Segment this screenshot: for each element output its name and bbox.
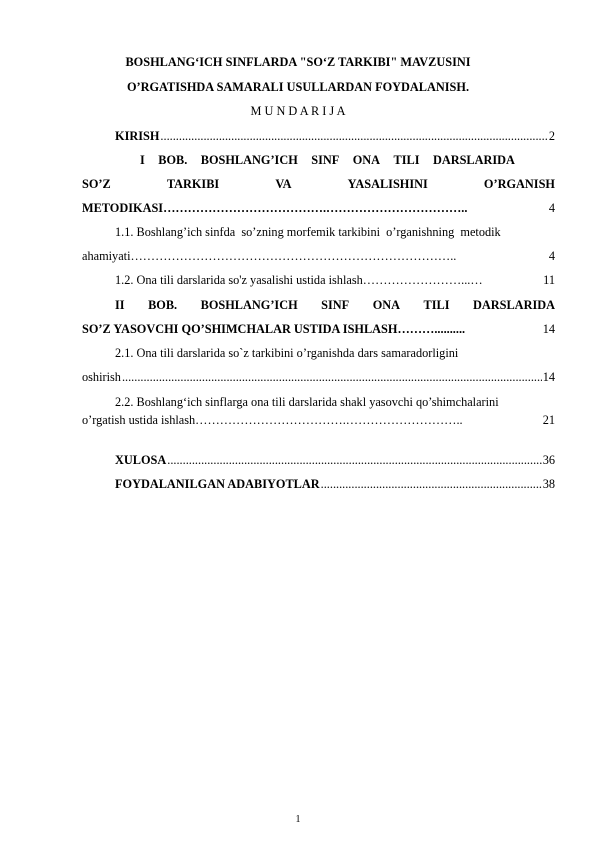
toc-section-2-1-line-1[interactable]: 2.1. Ona tili darslarida so`z tarkibini o’rganishda dars samaradorligini [115, 346, 459, 360]
word: DARSLARIDA [473, 298, 555, 312]
toc-section-1-1-line-1[interactable] [115, 225, 555, 239]
toc-entry-label: KIRISH [115, 129, 160, 143]
word: BOSHLANG’ICH [200, 153, 298, 167]
word: VA [275, 177, 292, 191]
word: ONA [372, 298, 401, 312]
toc-section-1-2[interactable] [115, 273, 555, 287]
toc-page-number: 14 [542, 322, 555, 336]
word: ONA [352, 153, 381, 167]
toc-section-1-1-line-2[interactable] [82, 249, 555, 263]
toc-entry-xulosa[interactable] [115, 453, 555, 467]
dot-leader [160, 129, 547, 143]
word: YASALISHINI [347, 177, 428, 191]
toc-entry-label: METODIKASI………………………………….…………………………….. [82, 201, 468, 215]
page-number-footer: 1 [295, 814, 301, 825]
toc-chapter-1-line-3[interactable] [82, 201, 555, 215]
word: II [115, 298, 125, 312]
toc-entry-label: 1.1. Boshlang’ich sinfda so’zning morfemik tarkibini o’rganishning metodik [115, 225, 501, 239]
contents-heading: M U N D A R I J A [250, 104, 346, 118]
toc-entry-label: oshirish [82, 370, 121, 384]
toc-entry-label: XULOSA [115, 453, 167, 467]
word: DARSLARIDA [432, 153, 515, 167]
toc-chapter-1-line-1[interactable] [140, 153, 515, 167]
word: BOSHLANG’ICH [200, 298, 298, 312]
toc-entry-label: SO’Z YASOVCHI QO’SHIMCHALAR USTIDA ISHLASH……….......... [82, 322, 466, 336]
dot-leader [122, 370, 542, 384]
toc-entry-bibliography[interactable] [115, 477, 555, 491]
toc-page-number: 11 [543, 273, 555, 287]
toc-page-number: 4 [548, 201, 555, 215]
toc-chapter-1-line-2[interactable] [82, 177, 555, 191]
word: SO’Z [82, 177, 111, 191]
toc-entry-kirish[interactable] [115, 129, 555, 143]
toc-page-number: 2 [548, 129, 555, 143]
word: BOB. [158, 153, 188, 167]
toc-entry-label: 1.2. Ona tili darslarida so'z yasalishi ustida ishlash……………………...… [115, 273, 483, 287]
toc-chapter-2-line-1[interactable] [115, 298, 555, 312]
word: TILI [393, 153, 420, 167]
word: SINF [321, 298, 350, 312]
toc-page-number: 21 [542, 413, 555, 427]
word: TARKIBI [166, 177, 220, 191]
word: SINF [311, 153, 340, 167]
toc-section-2-2-line-2[interactable] [82, 413, 555, 427]
toc-page-number: 36 [542, 453, 555, 467]
word: I [140, 153, 145, 167]
dot-leader [321, 477, 542, 491]
dot-leader [167, 453, 541, 467]
word: TILI [423, 298, 450, 312]
toc-entry-label: o’rgatish ustida ishlash……………………………….……………………….. [82, 413, 463, 427]
toc-chapter-2-line-2[interactable] [82, 322, 555, 336]
toc-entry-label: ahamiyati…………………………………………………………………….. [82, 249, 457, 263]
toc-entry-label: FOYDALANILGAN ADABIYOTLAR [115, 477, 320, 491]
toc-page-number: 4 [548, 249, 555, 263]
toc-section-2-2-line-1[interactable]: 2.2. Boshlang‘ich sinflarga ona tili darslarida shakl yasovchi qo’shimchalarini [115, 395, 499, 409]
word: O’RGANISH [483, 177, 555, 191]
toc-page-number: 38 [542, 477, 555, 491]
title-line-2: O’RGATISHDA SAMARALI USULLARDAN FOYDALANISH. [126, 80, 470, 94]
title-line-1: BOSHLANG‘ICH SINFLARDA "SO‘Z TARKIBI" MAVZUSINI [125, 55, 471, 69]
word: BOB. [148, 298, 178, 312]
toc-page-number: 14 [542, 370, 555, 384]
toc-section-2-1-line-2[interactable] [82, 370, 555, 384]
